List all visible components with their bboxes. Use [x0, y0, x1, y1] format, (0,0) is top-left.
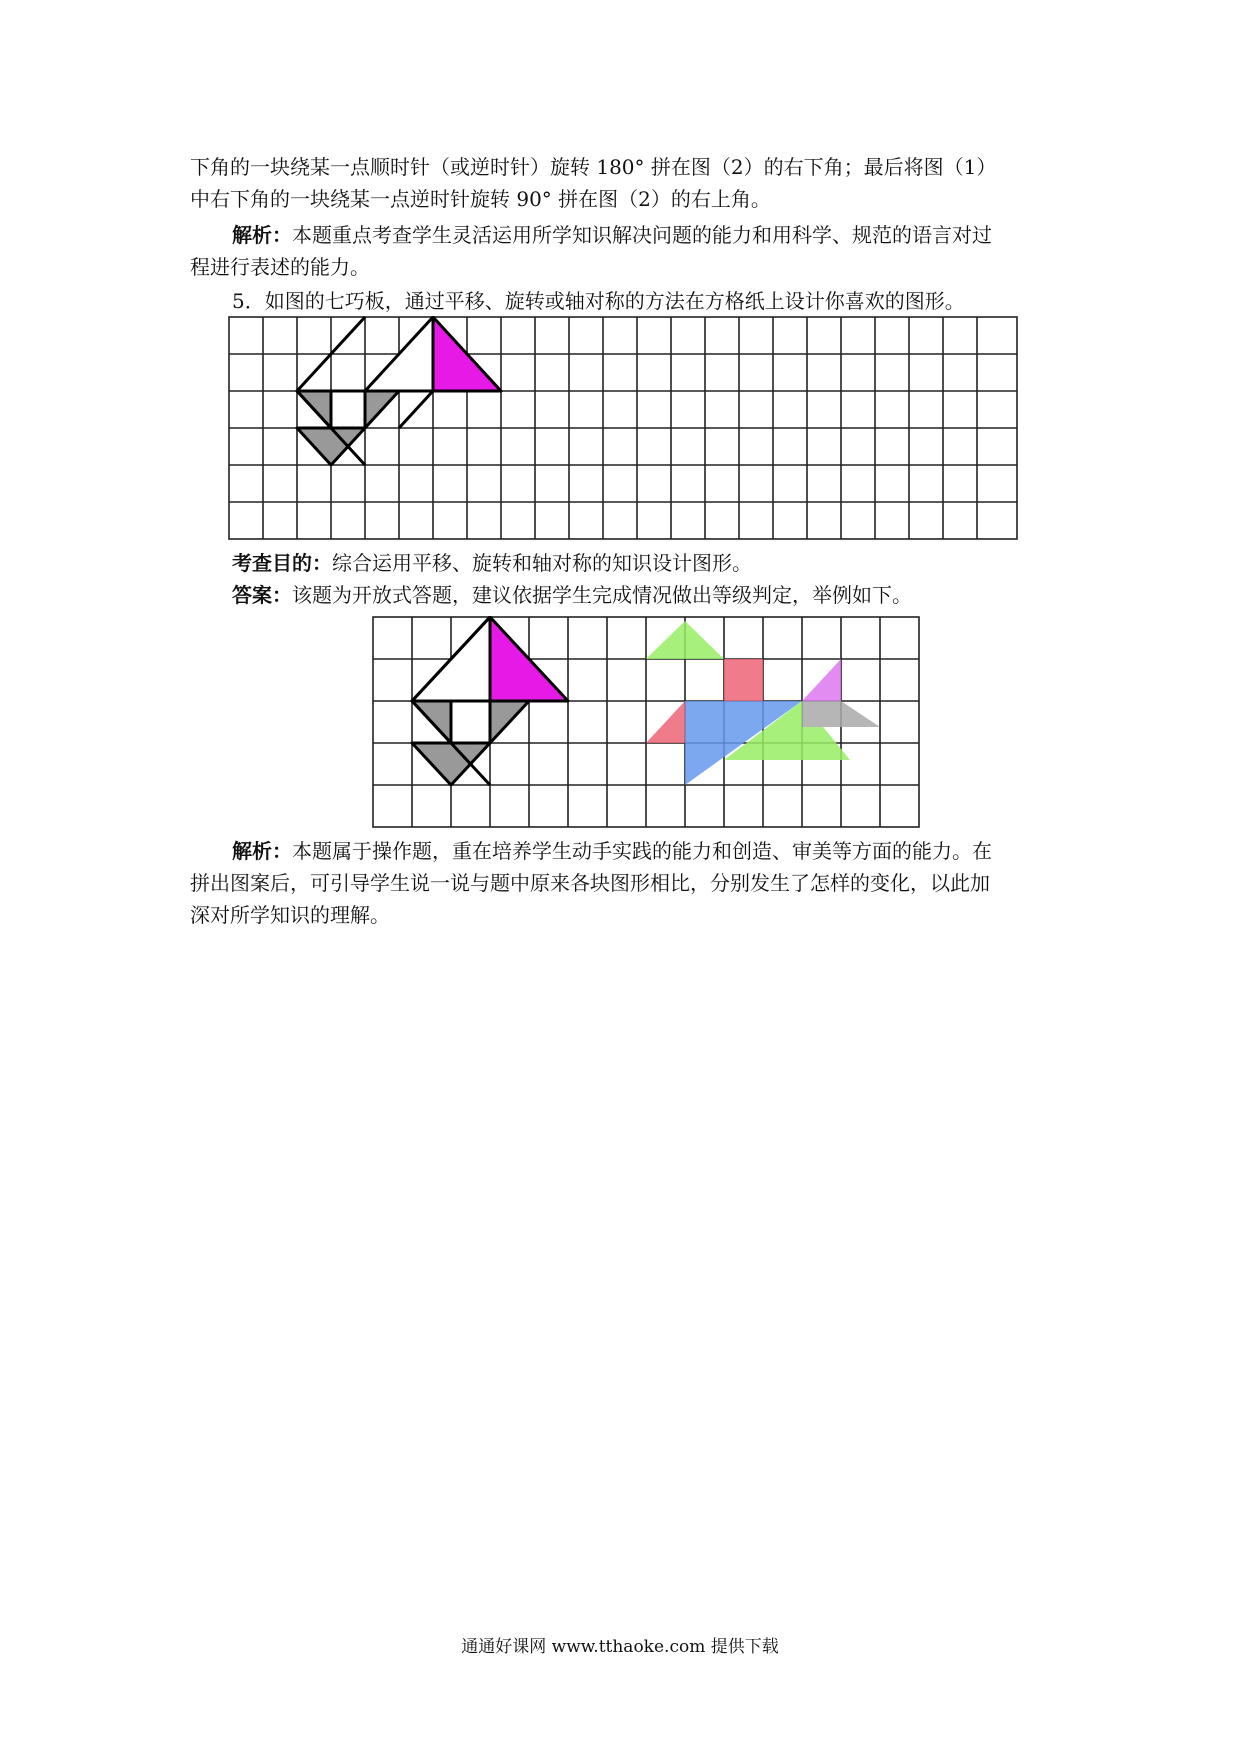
- analysis-text: 本题属于操作题，重在培养学生动手实践的能力和创造、审美等方面的能力。在: [292, 839, 992, 863]
- question-5: 5．如图的七巧板，通过平移、旋转或轴对称的方法在方格纸上设计你喜欢的图形。: [232, 289, 965, 313]
- square-white: [331, 391, 365, 428]
- small-triangle-gray-right: [490, 701, 529, 743]
- answer-paragraph: [232, 580, 1092, 610]
- text-line: 拼出图案后，可引导学生说一说与题中原来各块图形相比，分别发生了怎样的变化，以此加: [190, 871, 990, 895]
- outline-right: [399, 391, 433, 428]
- text-line: 中右下角的一块绕某一点逆时针旋转 90° 拼在图（2）的右上角。: [190, 187, 771, 211]
- red-triangle-wing: [646, 701, 685, 743]
- text-line: 深对所学知识的理解。: [190, 903, 390, 927]
- violet-triangle-tail: [802, 659, 841, 701]
- square-white: [451, 701, 490, 743]
- text-line: 程进行表述的能力。: [190, 255, 370, 279]
- answer-label: 答案：: [232, 583, 292, 607]
- tangram-grid-figure: [228, 316, 1018, 540]
- answer-grid-figure: [372, 616, 920, 828]
- small-triangle-gray-right: [365, 391, 399, 428]
- analysis-paragraph-1: [232, 220, 1092, 250]
- purpose-label: 考查目的：: [232, 551, 332, 575]
- gray-triangle-tail: [802, 701, 880, 727]
- analysis-paragraph-2: [232, 836, 1092, 866]
- medium-triangle-gray: [412, 743, 490, 785]
- text-line: 下角的一块绕某一点顺时针（或逆时针）旋转 180° 拼在图（2）的右下角；最后将图（1）: [190, 155, 997, 179]
- green-small-triangle-top: [646, 621, 724, 659]
- analysis-label: 解析：: [232, 839, 292, 863]
- medium-triangle-gray: [297, 428, 365, 465]
- analysis-text: 本题重点考查学生灵活运用所学知识解决问题的能力和用科学、规范的语言对过: [292, 223, 992, 247]
- answer-text: 该题为开放式答题，建议依据学生完成情况做出等级判定，举例如下。: [292, 583, 912, 607]
- purpose-paragraph: [232, 548, 1092, 578]
- page-footer: 通通好课网 www.tthaoke.com 提供下载: [461, 1637, 779, 1657]
- red-square: [724, 659, 763, 701]
- analysis-label: 解析：: [232, 223, 292, 247]
- purpose-text: 综合运用平移、旋转和轴对称的知识设计图形。: [332, 551, 752, 575]
